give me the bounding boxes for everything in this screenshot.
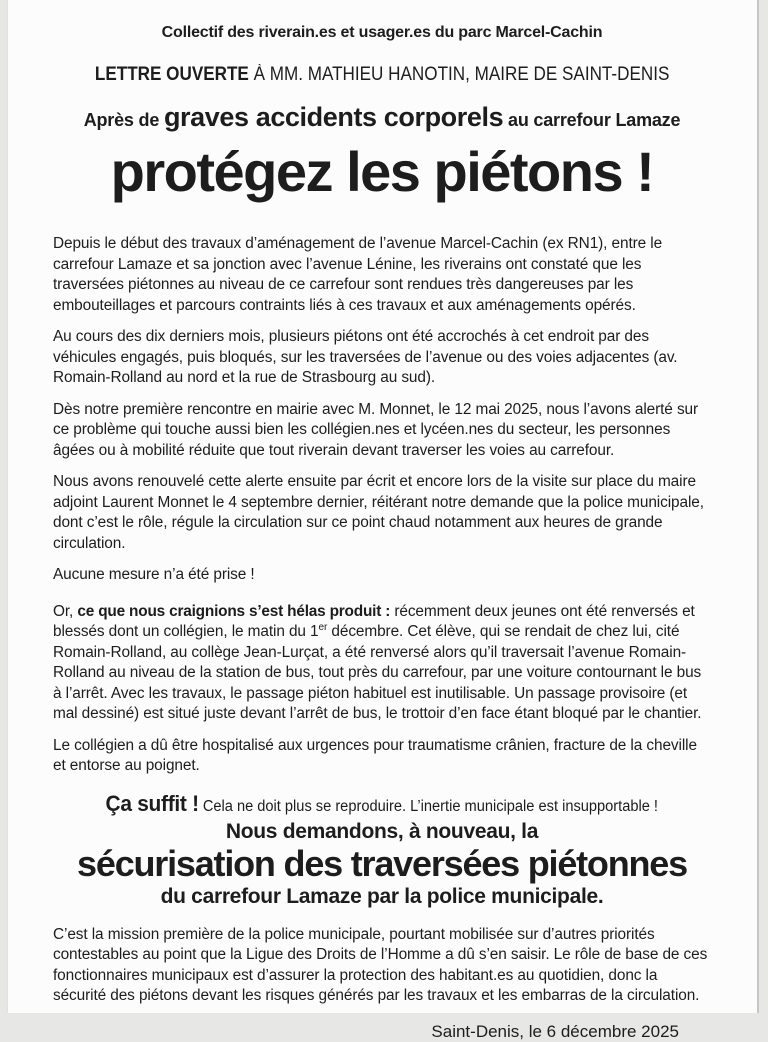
letter-content bbox=[8, 24, 757, 1042]
paragraph-dix-derniers-mois: Au cours des dix derniers mois, plusieurs piétons ont été accrochés à cet endroit par des véhicules engagés, puis bloqués, sur les traversées de l’avenue ou des voies adjacentes (av. Romain-Rolland au nord et la rue de Strasbourg au sud). bbox=[53, 328, 678, 386]
accident-mid: récemment deux jeunes ont été renversés et blessés dont un collégien, le matin du 1 bbox=[53, 602, 695, 640]
demand-intro: Nous demandons, à nouveau, la bbox=[225, 819, 539, 843]
paragraph-accident bbox=[53, 602, 711, 725]
subtitle-prefix: Après de bbox=[83, 110, 164, 130]
letter-page bbox=[7, 0, 759, 1041]
letter-type-line bbox=[53, 64, 711, 86]
ca-suffit-shout: Ça suffit ! bbox=[105, 790, 200, 816]
paragraph-mission-police: C’est la mission première de la police municipale, pourtant mobilisée sur d’autres priorités contestables au point que la Ligue des Droits de l’Homme a dû s’en saisir. Le rôle de base de ces fonctionnaires municipaux est d’assurer la protection des habitant.es au quotidien, donc la sécurité des piétons devant les risques générés par les travaux et les embarras de la circulation. bbox=[53, 925, 708, 1004]
subtitle-line bbox=[53, 101, 711, 136]
accident-bold-warning: ce que nous craignions s’est hélas produit : bbox=[77, 602, 391, 620]
demand-headline: sécurisation des traversées piétonnes bbox=[77, 842, 687, 884]
paragraph-hospitalisation: Le collégien a dû être hospitalisé aux urgences pour traumatisme crânien, fracture de la cheville et entorse au poignet. bbox=[53, 736, 697, 774]
subtitle-suffix: au carrefour Lamaze bbox=[503, 110, 681, 130]
ordinal-superscript: er bbox=[318, 621, 328, 633]
date-place-line: Saint-Denis, le 6 décembre 2025 bbox=[431, 1021, 679, 1041]
paragraph-alerte-renouvelee: Nous avons renouvelé cette alerte ensuite par écrit et encore lors de la visite sur place du maire adjoint Laurent Monnet le 4 septembre dernier, réitérant notre demande que la police municipale, dont c’est le rôle, régule la circulation sur ce point chaud notamment aux heures de grande circulation. bbox=[53, 473, 704, 552]
letter-addressee: À MM. MATHIEU HANOTIN, MAIRE DE SAINT-DENIS bbox=[248, 64, 670, 85]
demand-detail: du carrefour Lamaze par la police municipale. bbox=[160, 884, 604, 908]
paragraph-aucune-mesure: Aucune mesure n’a été prise ! bbox=[53, 566, 255, 583]
ca-suffit-line bbox=[53, 791, 711, 820]
accident-rest: décembre. Cet élève, qui se rendait de chez lui, cité Romain-Rolland, au collège Jean-Lurçat, a été renversé alors qu’il traversait l’avenue Romain-Rolland au niveau de la station de bus, tout près du carrefour, par une voiture contournant le bus à l’arrêt. Avec les travaux, le passage piéton habituel est inutilisable. Un passage provisoire (et mal dessiné) est situé juste devant l’arrêt de bus, le trottoir d’en face étant bloqué par le chantier. bbox=[53, 623, 702, 722]
ca-suffit-rest: Cela ne doit plus se reproduire. L’inertie municipale est insupportable ! bbox=[199, 797, 659, 815]
subtitle-emphasis: graves accidents corporels bbox=[163, 102, 504, 132]
collective-name: Collectif des riverain.es et usager.es du parc Marcel-Cachin bbox=[161, 24, 603, 41]
accident-prefix: Or, bbox=[53, 602, 78, 620]
paragraph-premiere-rencontre: Dès notre première rencontre en mairie avec M. Monnet, le 12 mai 2025, nous l’avons alerté sur ce problème qui touche aussi bien les collégien.nes et lycéen.nes du secteur, les personnes âgées ou à mobilité réduite que tout riverain devant traverser les voies au carrefour. bbox=[53, 400, 699, 459]
letter-type-label: LETTRE OUVERTE bbox=[94, 64, 249, 85]
main-title: protégez les piétons ! bbox=[110, 140, 654, 203]
paragraph-travaux: Depuis le début des travaux d’aménagement de l’avenue Marcel-Cachin (ex RN1), entre le carrefour Lamaze et sa jonction avec l’avenue Lénine, les riverains ont constaté que les traversées piétonnes au niveau de ce carrefour sont rendues très dangereuses par les embouteillages et parcours contraints liés à ces travaux et aux aménagements opérés. bbox=[53, 235, 663, 314]
